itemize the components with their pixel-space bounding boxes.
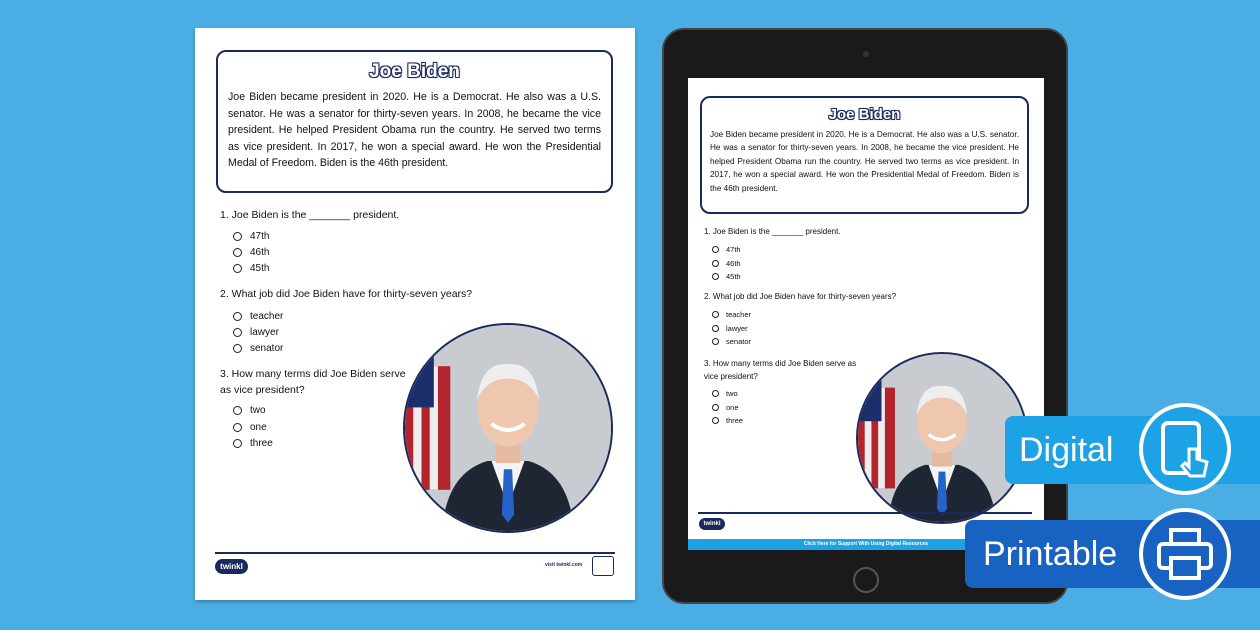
option-radio[interactable] [233,247,269,258]
option-radio[interactable] [233,231,269,242]
home-button[interactable] [853,567,879,593]
option-label: lawyer [250,327,279,338]
printer-icon [1139,508,1231,600]
digital-label: Digital [1019,430,1114,469]
option-radio[interactable] [233,422,267,433]
option-radio[interactable] [712,337,751,346]
option-radio[interactable] [712,403,739,412]
biden-portrait [403,323,613,533]
printable-worksheet [195,28,635,600]
twinkl-badge-icon [592,556,614,576]
question-2: 2. What job did Joe Biden have for thirty-seven years? [220,288,473,300]
passage-box [700,96,1029,214]
option-label: senator [250,343,284,354]
twinkl-logo: twinkl [215,559,248,574]
option-label: 45th [726,272,741,281]
question-1: 1. Joe Biden is the _______ president. [704,227,841,236]
question-3: 3. How many terms did Joe Biden serve as vice president? [704,359,857,381]
option-label: two [250,405,266,416]
option-radio[interactable] [233,311,283,322]
passage-text: Joe Biden became president in 2020. He is a Democrat. He also was a U.S. senator. He was a senator for thirty-seven years. In 2008, he became the vice president. He helped President Obama run the country. He served two terms as vice president. In 2017, he won a special award. He won the Presidential Medal of Freedom. Biden is the 46th president. [228,91,601,169]
question-3: 3. How many terms did Joe Biden serve as vice president? [220,368,406,396]
biden-portrait [856,352,1028,524]
option-label: three [250,438,273,449]
passage-box [216,50,613,193]
option-radio[interactable] [712,389,738,398]
question-1: 1. Joe Biden is the _______ president. [220,209,400,221]
camera-icon [863,51,869,57]
option-label: two [726,389,738,398]
tablet-screen [688,78,1044,550]
question-2: 2. What job did Joe Biden have for thirty-seven years? [704,292,897,301]
option-radio[interactable] [233,343,283,354]
footer-link[interactable]: visit twinkl.com [545,562,583,568]
tablet-touch-icon [1139,403,1231,495]
portrait-image [858,354,1026,522]
printable-label: Printable [983,534,1118,573]
option-label: three [726,416,744,425]
twinkl-logo: twinkl [699,518,725,530]
option-label: 47th [250,231,270,242]
footer-divider [698,512,1032,514]
option-radio[interactable] [712,416,743,425]
option-label: lawyer [726,324,748,333]
option-radio[interactable] [233,263,269,274]
portrait-image [405,325,611,531]
footer-divider [215,552,615,554]
worksheet-title: Joe Biden [369,61,460,82]
option-label: 46th [726,259,741,268]
option-radio[interactable] [233,327,279,338]
option-label: teacher [250,311,284,322]
option-radio[interactable] [712,272,741,281]
option-label: teacher [726,310,752,319]
option-label: one [250,422,267,433]
option-label: one [726,403,739,412]
option-radio[interactable] [712,324,748,333]
tablet-device [662,28,1068,604]
option-label: 47th [726,245,741,254]
option-radio[interactable] [712,245,741,254]
option-radio[interactable] [712,310,751,319]
option-radio[interactable] [233,438,273,449]
option-radio[interactable] [233,405,266,416]
option-label: senator [726,337,752,346]
passage-text: Joe Biden became president in 2020. He is a Democrat. He also was a U.S. senator. He was a senator for thirty-seven years. In 2008, he became the vice president. He helped President Obama run the country. He served two terms as vice president. In 2017, he won a special award. He won the Presidential Medal of Freedom. Biden is the 46th president. [710,130,1019,193]
option-radio[interactable] [712,259,741,268]
worksheet-title: Joe Biden [828,106,901,123]
digital-support-link[interactable]: Click Here for Support With Using Digital Resources [688,539,1044,550]
option-label: 46th [250,247,270,258]
option-label: 45th [250,263,270,274]
